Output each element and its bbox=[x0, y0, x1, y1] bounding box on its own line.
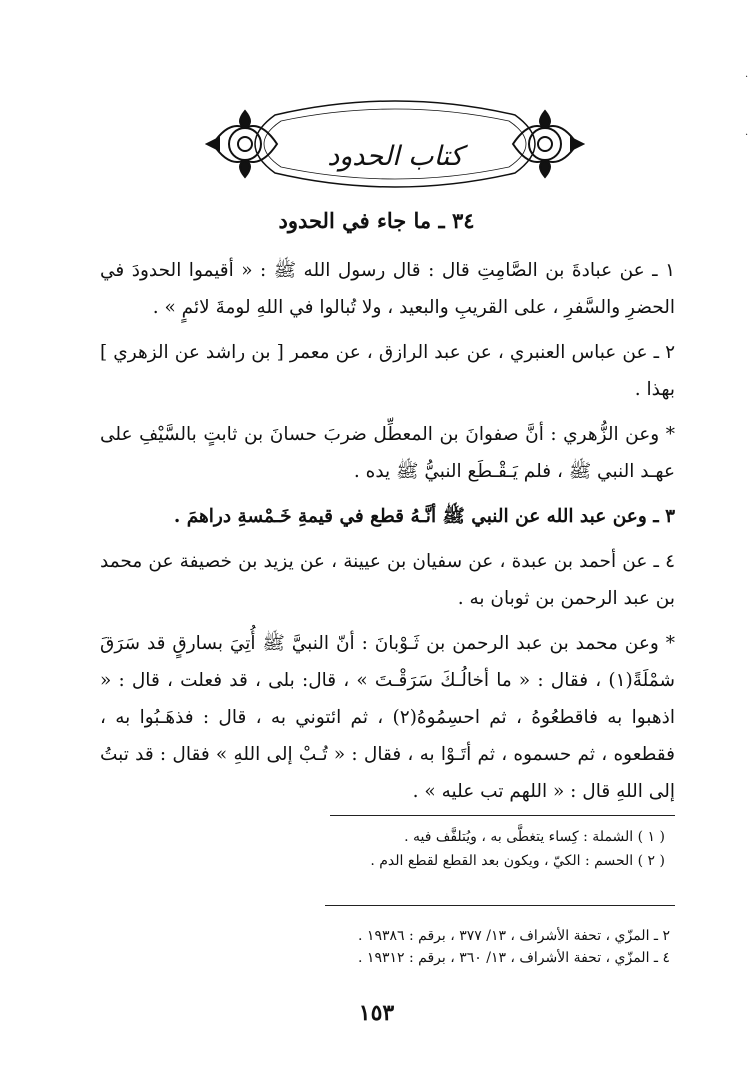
book-title: كتاب الحدود bbox=[327, 141, 463, 172]
source-reference: ٤ ـ المزّي ، تحفة الأشراف ، ١٣/ ٣٦٠ ، برقم : ١٩٣١٢ . bbox=[358, 950, 670, 966]
sources-divider bbox=[325, 905, 675, 906]
hadith-text bbox=[100, 252, 675, 818]
hadith-paragraph: * وعن محمد بن عبد الرحمن بن ثَـوْبانَ : أنّ النبيَّ ﷺ أُتِيَ بسارقٍ قد سَرَقَ شمْلَةً(١) ، فقال : « ما أخالُـكَ سَرَقْـتَ » ، قال: بلى ، قد فعلت ، قال : « اذهبوا به فاقطعُوهُ ، ثم احسِمُوهُ(٢) ، ثم ائتوني به ، قال : فذهَـبُوا به ، فقطعوه ، ثم حسموه ، ثم أتَـوْا به ، فقال : « تُـبْ إلى اللهِ » فقال : قد تبتُ إلى اللهِ قال : « اللهم تب عليه » . bbox=[100, 633, 675, 802]
hadith-paragraph: ٣ ـ وعن عبد الله عن النبي ﷺ أنَّـهُ قطع في قيمةِ خَـمْسةِ دراهمَ . bbox=[173, 506, 675, 527]
source-references bbox=[290, 925, 670, 969]
hadith-paragraph: * وعن الزُّهري : أنَّ صفوانَ بن المعطِّل ضربَ حسانَ بن ثابتٍ بالسَّيْفِ على عهـد النبي ﷺ ، فلم يَـقْـطَع النبيُّ ﷺ يده . bbox=[100, 424, 675, 482]
chapter-banner bbox=[205, 95, 585, 193]
hadith-paragraph: ١ ـ عن عبادةَ بن الصَّامِتِ قال : قال رسول الله ﷺ : « أقيموا الحدودَ في الحضرِ والسَّفرِ ، على القريبِ والبعيد ، ولا تُبالوا في اللهِ لومةَ لائمٍ » . bbox=[100, 260, 675, 318]
footnotes bbox=[300, 825, 665, 873]
source-reference: ٢ ـ المزّي ، تحفة الأشراف ، ١٣/ ٣٧٧ ، برقم : ١٩٣٨٦ . bbox=[358, 928, 670, 944]
margin-mark-icon: · bbox=[745, 130, 749, 141]
page-number: ١٥٣ bbox=[358, 1000, 395, 1026]
footnote-divider bbox=[330, 815, 675, 816]
hadith-paragraph: ٢ ـ عن عباس العنبري ، عن عبد الرازق ، عن معمر [ بن راشد عن الزهري ] بهذا . bbox=[100, 342, 675, 400]
footnote: ( ١ ) الشملة : كِساء يتغطَّى به ، ويُتلفَّف فيه . bbox=[404, 829, 665, 845]
hadith-paragraph: ٤ ـ عن أحمد بن عبدة ، عن سفيان بن عيينة ، عن يزيد بن خصيفة عن محمد بن عبد الرحمن بن ثوبان به . bbox=[100, 551, 675, 609]
footnote: ( ٢ ) الحسم : الكيّ ، ويكون بعد القطع لقطع الدم . bbox=[370, 853, 665, 869]
margin-mark-icon: · bbox=[745, 72, 749, 83]
chapter-heading: ٣٤ ـ ما جاء في الحدود bbox=[278, 208, 475, 233]
